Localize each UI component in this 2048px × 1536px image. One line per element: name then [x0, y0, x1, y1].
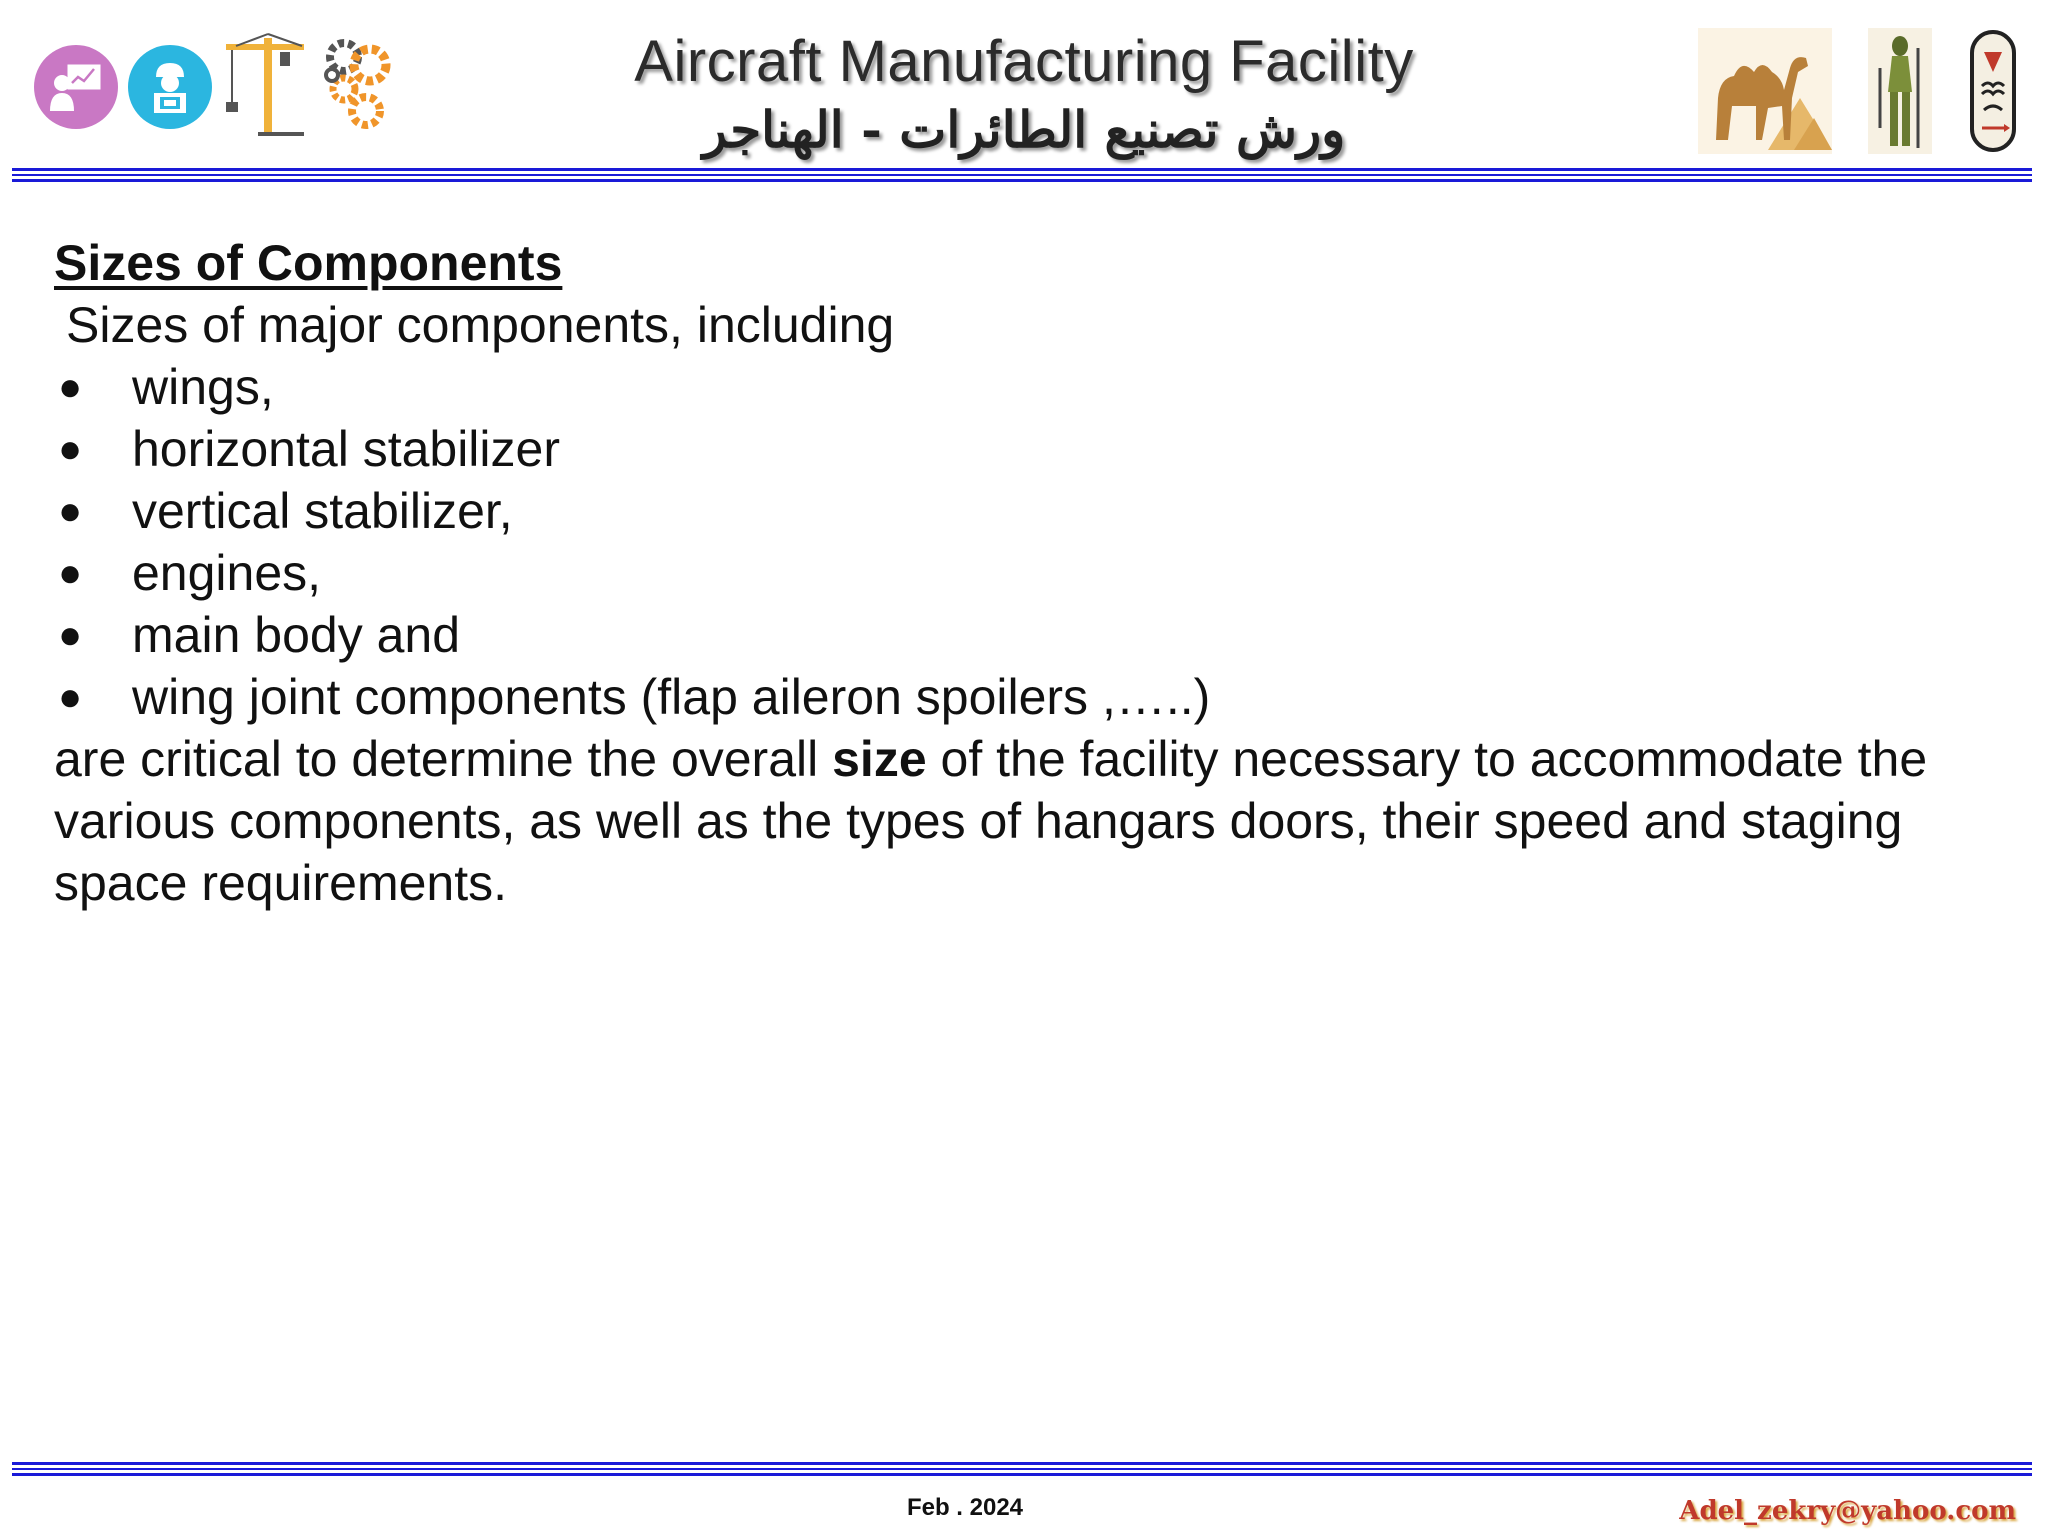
bullet-icon: ●	[58, 675, 83, 719]
bullet-icon: ●	[58, 489, 83, 533]
summary-paragraph: are critical to determine the overall size of the facility necessary to accommodate the various components, as well as the types of hangars doors, their speed and staging space requirements.	[54, 731, 1928, 911]
footer-email: Adel_zekry@yahoo.com	[1679, 1496, 2016, 1526]
pharaoh-figure-icon	[1868, 28, 1932, 159]
header-divider	[12, 168, 2032, 185]
list-item: ● engines,	[54, 542, 2014, 604]
list-item: ● horizontal stabilizer	[54, 418, 2014, 480]
slide-header	[0, 0, 2048, 190]
intro-line: Sizes of major components, including	[66, 297, 895, 353]
component-list	[54, 356, 2014, 728]
bullet-icon: ●	[58, 427, 83, 471]
list-item: ● wing joint components (flap aileron spoilers ,…..)	[54, 666, 2014, 728]
bullet-icon: ●	[58, 613, 83, 657]
slide-title-arabic: ورش تصنيع الطائرات - الهناجر	[702, 100, 1346, 159]
footer-date: Feb . 2024	[906, 1494, 1024, 1521]
section-heading: Sizes of Components	[54, 235, 563, 291]
slide-title-english: Aircraft Manufacturing Facility	[634, 29, 1414, 94]
bullet-icon: ●	[58, 551, 83, 595]
slide-body	[54, 232, 2014, 914]
footer-divider	[12, 1462, 2032, 1479]
list-item: ● main body and	[54, 604, 2014, 666]
emphasis-size: size	[832, 731, 927, 787]
cartouche-icon	[1968, 28, 2018, 159]
right-logo-group	[1698, 28, 2018, 159]
camel-pyramids-icon	[1698, 28, 1832, 159]
bullet-icon: ●	[58, 365, 83, 409]
list-item: ● wings,	[54, 356, 2014, 418]
list-item: ● vertical stabilizer,	[54, 480, 2014, 542]
